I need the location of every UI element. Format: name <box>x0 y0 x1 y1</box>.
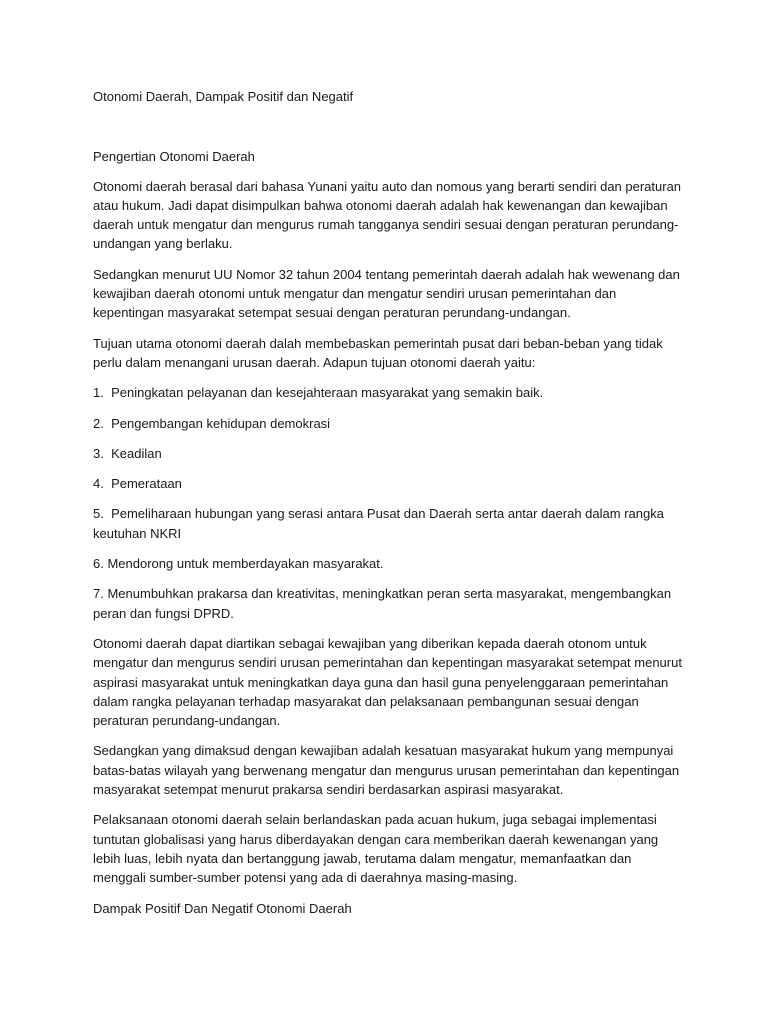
paragraph-uu-definition: Sedangkan menurut UU Nomor 32 tahun 2004 tentang pemerintah daerah adalah hak wewenang dan kewajiban daerah otonomi untuk mengatur dan mengatur sendiri urusan pemerintahan dan kepentingan masyarakat setempat sesuai dengan peraturan perundang-undangan. <box>93 266 680 321</box>
list-item <box>93 554 683 573</box>
list-text: Mendorong untuk memberdayakan masyarakat. <box>107 556 384 572</box>
list-text: Keadilan <box>111 445 162 461</box>
list-number: 7. <box>93 586 104 602</box>
list-item <box>93 383 683 402</box>
section-heading-dampak: Dampak Positif Dan Negatif Otonomi Daerah <box>93 900 352 916</box>
list-number: 3. <box>93 445 104 461</box>
document-title: Otonomi Daerah, Dampak Positif dan Negatif <box>93 89 354 104</box>
list-text: Pemeliharaan hubungan yang serasi antara Pusat dan Daerah serta antar daerah dalam rangka keutuhan NKRI <box>93 506 664 541</box>
list-item <box>93 584 683 623</box>
list-number: 6. <box>93 556 104 572</box>
list-number: 5. <box>93 506 104 522</box>
goals-list <box>93 383 683 623</box>
list-item <box>93 444 683 463</box>
list-item <box>93 504 683 543</box>
paragraph-kesatuan-masyarakat: Sedangkan yang dimaksud dengan kewajiban adalah kesatuan masyarakat hukum yang mempunyai batas-batas wilayah yang berwenang mengatur dan mengurus urusan pemerintahan dan kepentingan masyarakat setempat menurut prakarsa sendiri berdasarkan aspirasi masyarakat. <box>93 743 680 798</box>
paragraph-kewajiban-definition: Otonomi daerah dapat diartikan sebagai kewajiban yang diberikan kepada daerah otonom untuk mengatur dan mengurus sendiri urusan pemerintahan dan kepentingan masyarakat setempat menurut aspirasi masyarakat untuk meningkatkan daya guna dan hasil guna penyelenggaraan pemerintahan dalam rangka pelayanan terhadap masyarakat dan pelaksanaan pembangunan sesuai dengan peraturan perundang-undangan. <box>93 635 682 729</box>
list-item <box>93 414 683 433</box>
list-text: Pemerataan <box>111 476 182 492</box>
list-text: Menumbuhkan prakarsa dan kreativitas, meningkatkan peran serta masyarakat, mengembangkan peran dan fungsi DPRD. <box>93 586 672 621</box>
section-heading-pengertian: Pengertian Otonomi Daerah <box>93 149 255 165</box>
document-page <box>93 87 683 928</box>
list-text: Pengembangan kehidupan demokrasi <box>111 415 331 431</box>
list-text: Peningkatan pelayanan dan kesejahteraan masyarakat yang semakin baik. <box>111 385 544 401</box>
list-number: 1. <box>93 385 104 401</box>
paragraph-goals-intro: Tujuan utama otonomi daerah dalah membebaskan pemerintah pusat dari beban-beban yang tidak perlu dalam menangani urusan daerah. Adapun tujuan otonomi daerah yaitu: <box>93 335 663 370</box>
paragraph-definition: Otonomi daerah berasal dari bahasa Yunani yaitu auto dan nomous yang berarti sendiri dan peraturan atau hukum. Jadi dapat disimpulkan bahwa otonomi daerah adalah hak kewenangan dan kewajiban daerah untuk mengatur dan mengurus rumah tangganya sendiri sesuai dengan peraturan perundang-undangan yang berlaku. <box>93 178 682 252</box>
list-item <box>93 474 683 493</box>
list-number: 2. <box>93 415 104 431</box>
list-number: 4. <box>93 476 104 492</box>
paragraph-pelaksanaan: Pelaksanaan otonomi daerah selain berlandaskan pada acuan hukum, juga sebagai implementasi tuntutan globalisasi yang harus diberdayakan dengan cara memberikan daerah kewenangan yang lebih luas, lebih nyata dan bertanggung jawab, terutama dalam mengatur, memanfaatkan dan menggali sumber-sumber potensi yang ada di daerahnya masing-masing. <box>93 812 659 886</box>
